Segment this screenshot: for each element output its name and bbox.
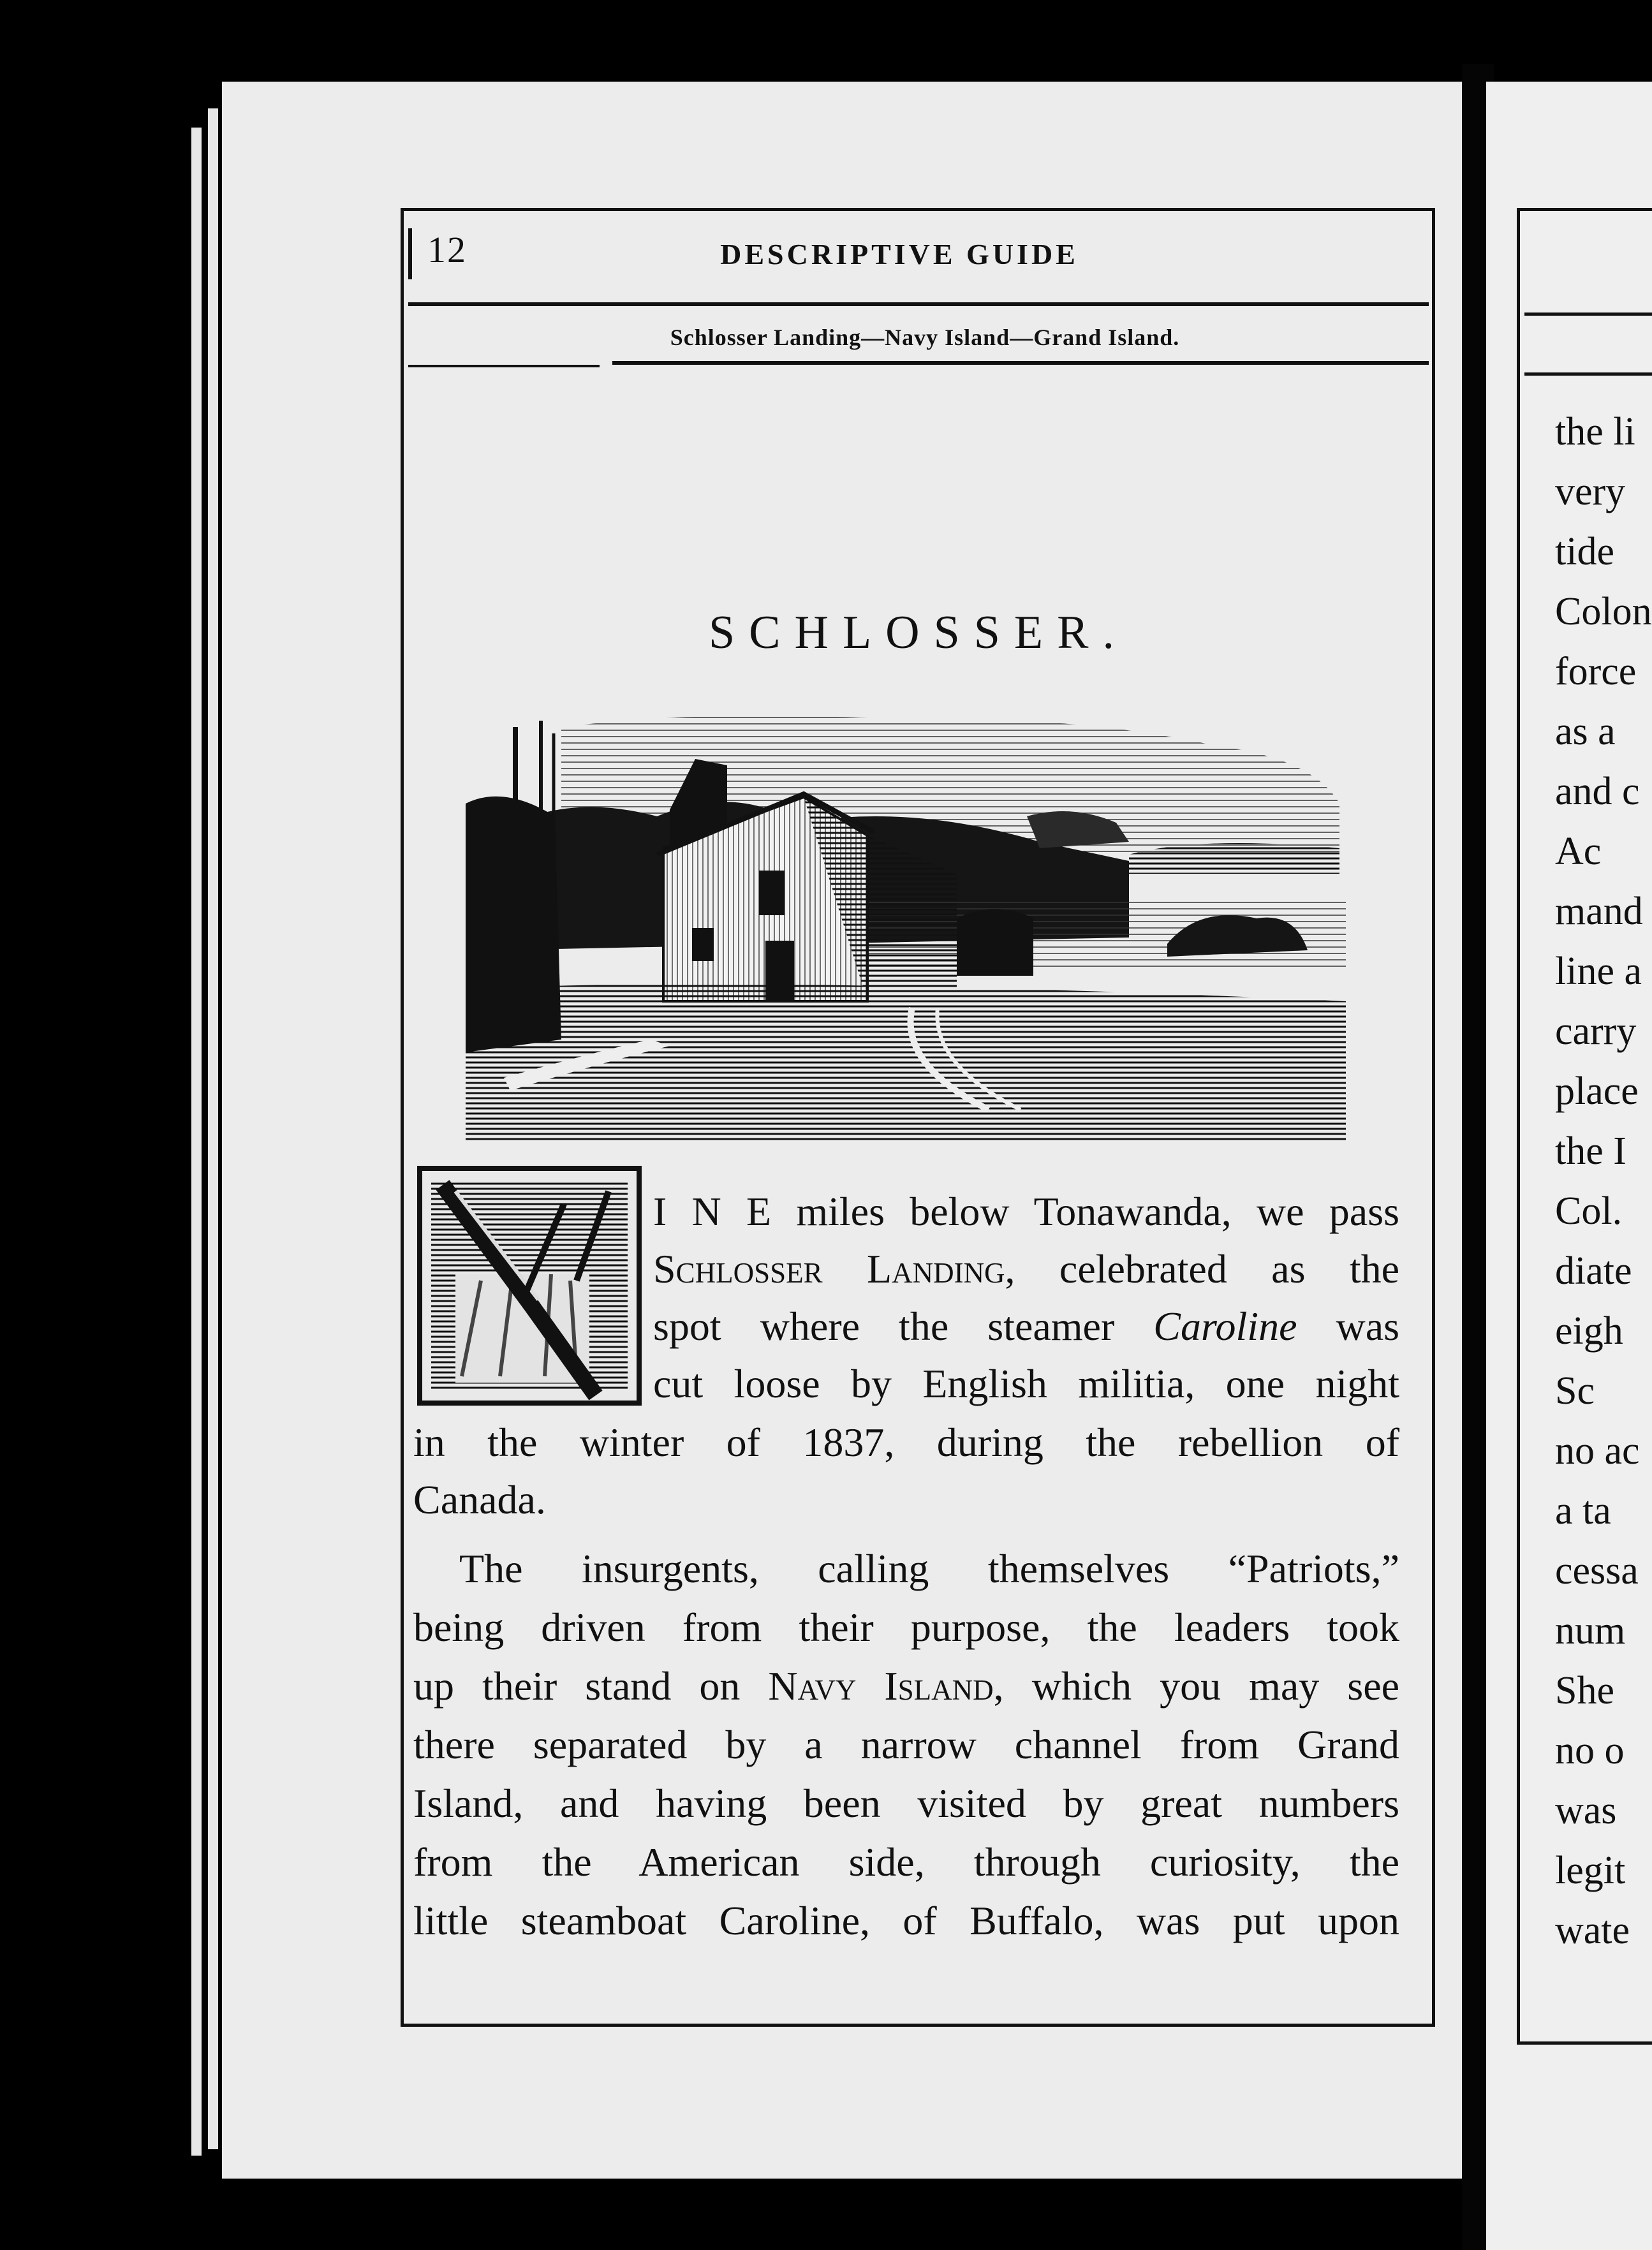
- facing-line: Ac: [1555, 830, 1602, 873]
- facing-line: no o: [1555, 1729, 1625, 1772]
- text-line: [653, 1358, 1399, 1409]
- facing-line: Col.: [1555, 1189, 1623, 1233]
- facing-line: and c: [1555, 770, 1640, 813]
- facing-line: Sc: [1555, 1369, 1595, 1413]
- facing-line: She: [1555, 1669, 1614, 1712]
- text-span: cut loose by English militia, one night: [653, 1361, 1399, 1406]
- text-span: Island, and having been visited by great numbers: [413, 1781, 1399, 1826]
- schlosser-engraving: [466, 708, 1346, 1142]
- text-span: in the winter of 1837, during the rebellion of: [413, 1420, 1399, 1465]
- page-edge: [208, 108, 218, 2149]
- facing-line: was: [1555, 1789, 1617, 1832]
- vessel-name: Caroline: [1153, 1304, 1297, 1349]
- text-line: [413, 1417, 1399, 1468]
- facing-line: a ta: [1555, 1489, 1611, 1533]
- text-span: which you may see: [1031, 1663, 1400, 1709]
- text-span: up their stand on: [413, 1663, 741, 1709]
- text-span: celebrated as the: [1059, 1246, 1399, 1291]
- facing-line: num: [1555, 1609, 1626, 1652]
- header-rule: [408, 302, 1429, 306]
- facing-line: cessa: [1555, 1549, 1639, 1592]
- page-number: 12: [427, 229, 467, 270]
- facing-line: legit: [1555, 1849, 1626, 1892]
- facing-line: eigh: [1555, 1309, 1623, 1353]
- facing-line: very: [1555, 470, 1626, 513]
- text-span: there separated by a narrow channel from Grand: [413, 1722, 1399, 1767]
- text-line: [653, 1186, 1399, 1237]
- facing-page-text: [1555, 402, 1652, 1960]
- text-span: spot where the steamer: [653, 1304, 1115, 1349]
- page-subtitle: Schlosser Landing—Navy Island—Grand Island.: [670, 325, 1180, 350]
- facing-line: wate: [1555, 1909, 1630, 1952]
- text-line: [413, 1602, 1399, 1653]
- facing-line: no ac: [1555, 1429, 1640, 1473]
- subtitle-rule: [612, 361, 1429, 365]
- facing-line: Colon: [1555, 590, 1652, 633]
- section-title: SCHLOSSER.: [709, 607, 1128, 659]
- text-span: The insurgents, calling themselves “Patriots,”: [459, 1546, 1399, 1591]
- text-line: [653, 1244, 1399, 1295]
- text-span: being driven from their purpose, the leaders took: [413, 1605, 1399, 1650]
- text-line: [413, 1895, 1399, 1946]
- text-line: [413, 1474, 1399, 1526]
- facing-line: mand: [1555, 890, 1643, 933]
- decorated-initial-n: [417, 1166, 642, 1406]
- facing-line: carry: [1555, 1010, 1637, 1053]
- text-span: was: [1336, 1304, 1400, 1349]
- facing-header-rule: [1524, 312, 1652, 316]
- page-number-bar: [408, 228, 412, 279]
- facing-line: place: [1555, 1070, 1639, 1113]
- text-line: [653, 1301, 1399, 1352]
- text-span: miles below Tonawanda, we pass: [796, 1189, 1400, 1234]
- text-line: [413, 1778, 1399, 1829]
- facing-line: force: [1555, 650, 1637, 693]
- text-line: [413, 1661, 1399, 1712]
- facing-line: the I: [1555, 1129, 1626, 1173]
- text-line: [413, 1837, 1399, 1888]
- facing-line: the li: [1555, 410, 1635, 453]
- facing-line: as a: [1555, 710, 1616, 753]
- facing-line: diate: [1555, 1249, 1632, 1293]
- text-span: Canada.: [413, 1477, 546, 1522]
- initial-word: I N E: [653, 1189, 772, 1234]
- subtitle-rule-left: [408, 365, 600, 367]
- facing-subtitle-rule: [1524, 372, 1652, 376]
- facing-line: tide: [1555, 530, 1614, 573]
- place-name: Navy Island,: [768, 1663, 1004, 1709]
- place-name: Schlosser Landing,: [653, 1246, 1015, 1291]
- text-line: [459, 1543, 1399, 1594]
- facing-line: line a: [1555, 950, 1642, 993]
- running-title: DESCRIPTIVE GUIDE: [720, 238, 1079, 270]
- text-span: little steamboat Caroline, of Buffalo, was put upon: [413, 1898, 1399, 1943]
- text-line: [413, 1719, 1399, 1770]
- page-edge: [191, 128, 202, 2156]
- text-span: from the American side, through curiosity, the: [413, 1839, 1399, 1885]
